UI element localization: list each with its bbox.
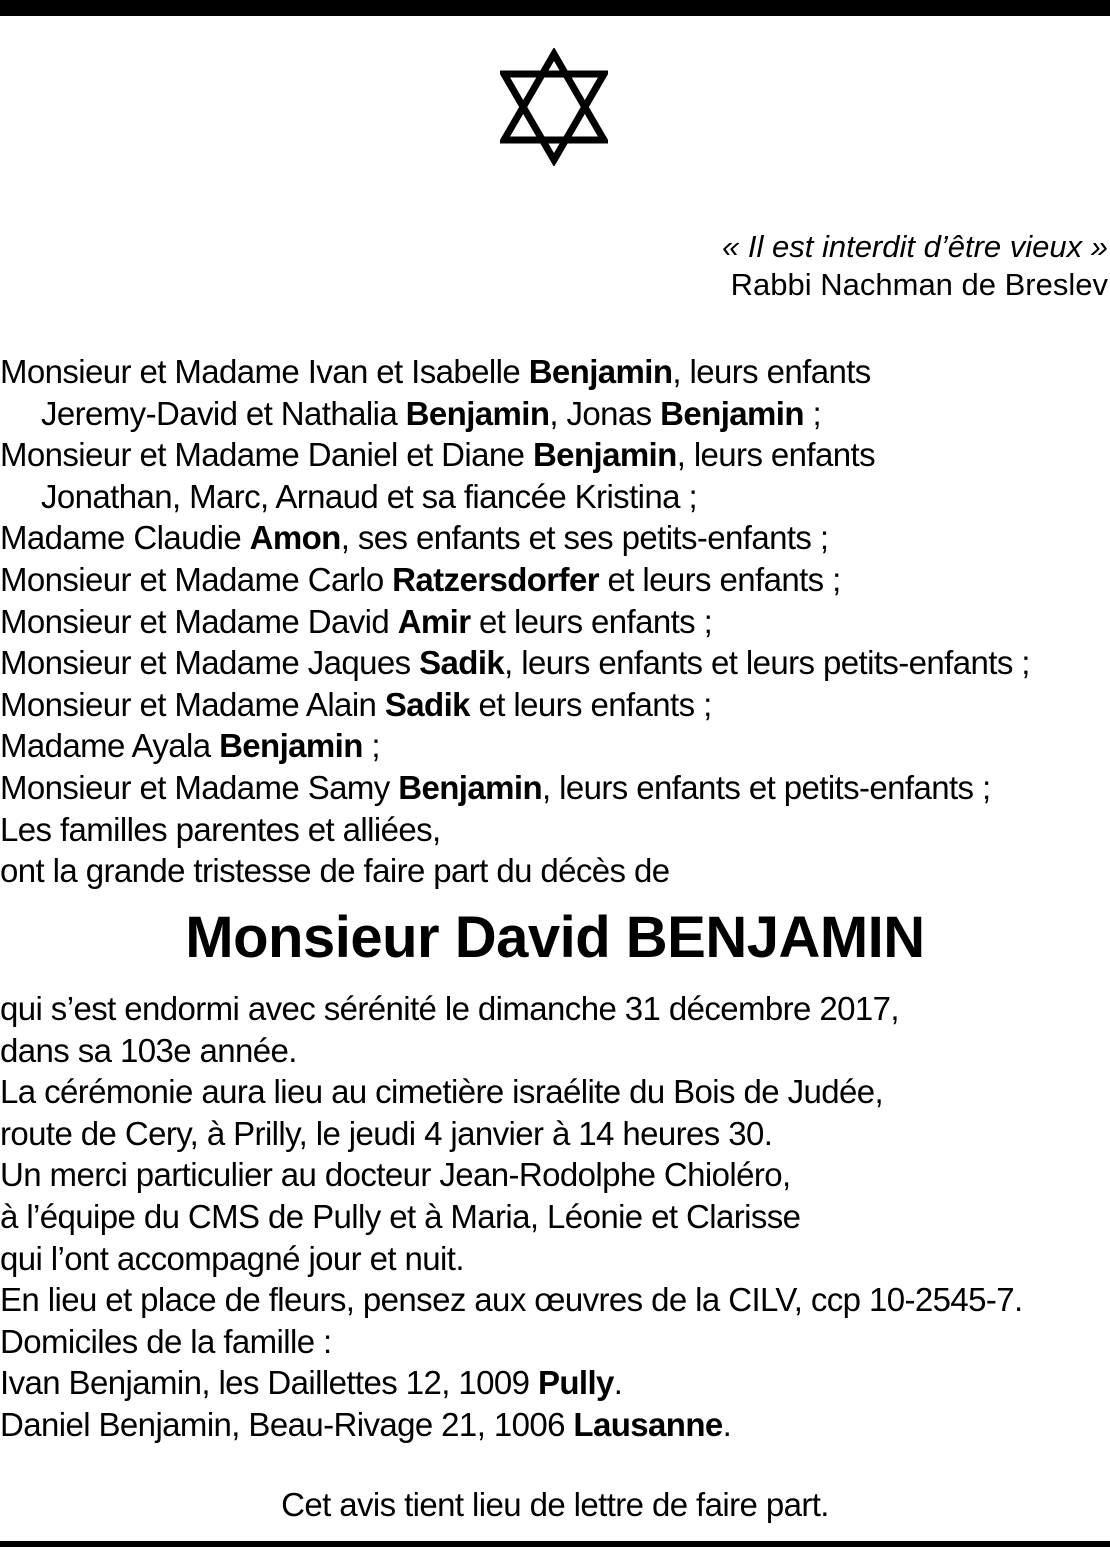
text-segment: et leurs enfants ; <box>469 685 712 723</box>
epigraph-quote: « Il est interdit d’être vieux » <box>722 229 1108 264</box>
text-segment: , leurs enfants <box>672 353 871 390</box>
family-line <box>0 517 1108 559</box>
bottom-border-rule <box>0 1541 1110 1547</box>
family-line <box>0 850 1108 892</box>
bold-name: Benjamin <box>405 394 550 432</box>
text-segment: Monsieur et Madame Carlo <box>0 560 393 598</box>
detail-line <box>0 1321 1108 1363</box>
text-segment: Monsieur et Madame Alain <box>0 685 385 723</box>
text-segment: et leurs enfants ; <box>470 602 713 640</box>
detail-line <box>0 1113 1108 1155</box>
bold-name: Benjamin <box>528 353 673 390</box>
text-segment: Monsieur et Madame Samy <box>0 768 399 806</box>
text-segment: ; <box>803 394 822 432</box>
family-line <box>0 809 1108 851</box>
detail-line <box>0 1071 1108 1113</box>
bold-name: Sadik <box>419 644 505 682</box>
text-segment: , leurs enfants et leurs petits-enfants ; <box>504 644 1030 682</box>
bold-name: Benjamin <box>398 768 542 806</box>
bold-name: Benjamin <box>660 394 804 432</box>
family-line <box>0 393 1108 435</box>
text-segment: , leurs enfants et petits-enfants ; <box>542 768 991 806</box>
text-segment: qui s’est endormi avec sérénité le dimanche 31 décembre 2017, <box>0 990 899 1027</box>
text-segment: Madame Ayala <box>0 727 220 765</box>
family-line <box>0 351 1108 393</box>
family-line <box>0 434 1108 476</box>
detail-line <box>0 1404 1108 1446</box>
family-line <box>0 725 1108 767</box>
text-segment: Jonathan, Marc, Arnaud et sa fiancée Kristina ; <box>41 477 698 515</box>
text-segment: Monsieur et Madame David <box>0 602 398 640</box>
detail-line <box>0 988 1108 1030</box>
text-segment: En lieu et place de fleurs, pensez aux œuvres de la CILV, ccp 10-2545-7. <box>0 1281 1023 1319</box>
family-line <box>0 559 1108 601</box>
family-line <box>0 642 1108 684</box>
text-segment: Monsieur et Madame Jaques <box>0 644 420 682</box>
text-segment: dans sa 103e année. <box>0 1031 297 1069</box>
text-segment: Monsieur et Madame Daniel et Diane <box>0 436 533 474</box>
text-segment: . <box>722 1405 732 1443</box>
family-line <box>0 601 1108 643</box>
family-line <box>0 684 1108 726</box>
text-segment: et leurs enfants ; <box>598 560 841 598</box>
text-segment: Ivan Benjamin, les Daillettes 12, 1009 <box>0 1364 538 1402</box>
bold-name: Lausanne <box>573 1405 723 1443</box>
closing-note: Cet avis tient lieu de lettre de faire part. <box>281 1486 829 1523</box>
detail-line <box>0 1238 1108 1280</box>
ceremony-details <box>0 988 1108 1446</box>
text-segment: , leurs enfants <box>676 436 875 474</box>
detail-line <box>0 1279 1108 1321</box>
text-segment: à l’équipe du CMS de Pully et à Maria, Léonie et Clarisse <box>0 1197 801 1235</box>
deceased-name: Monsieur David BENJAMIN <box>185 905 925 970</box>
text-segment: Les familles parentes et alliées, <box>0 810 441 848</box>
bold-name: Pully <box>537 1364 614 1402</box>
detail-line <box>0 1030 1108 1072</box>
top-border-rule <box>0 0 1110 16</box>
text-segment: Domiciles de la famille : <box>0 1322 332 1360</box>
bold-name: Benjamin <box>532 436 677 474</box>
bold-name: Amon <box>249 519 341 557</box>
detail-line <box>0 1196 1108 1238</box>
text-segment: qui l’ont accompagné jour et nuit. <box>0 1239 464 1277</box>
bold-name: Sadik <box>384 685 470 723</box>
text-segment: Un merci particulier au docteur Jean-Rodolphe Chioléro, <box>0 1156 791 1194</box>
bold-name: Benjamin <box>219 727 363 765</box>
text-segment: Madame Claudie <box>0 519 250 557</box>
text-segment: , Jonas <box>549 394 661 432</box>
text-segment: ont la grande tristesse de faire part du décès de <box>0 852 670 890</box>
bold-name: Ratzersdorfer <box>392 560 599 598</box>
text-segment: Monsieur et Madame Ivan et Isabelle <box>0 353 529 390</box>
text-segment: , ses enfants et ses petits-enfants ; <box>340 519 829 557</box>
text-segment: La cérémonie aura lieu au cimetière israélite du Bois de Judée, <box>0 1073 884 1111</box>
text-segment: . <box>613 1364 623 1402</box>
text-segment: Jeremy-David et Nathalia <box>41 394 406 432</box>
detail-line <box>0 1362 1108 1404</box>
family-line <box>0 476 1108 518</box>
bold-name: Amir <box>397 602 471 640</box>
epigraph-author: Rabbi Nachman de Breslev <box>730 267 1108 302</box>
family-list <box>0 351 1108 892</box>
epigraph <box>722 228 1108 304</box>
star-of-david-icon <box>500 48 608 166</box>
text-segment: Daniel Benjamin, Beau-Rivage 21, 1006 <box>0 1405 574 1443</box>
text-segment: route de Cery, à Prilly, le jeudi 4 janvier à 14 heures 30. <box>0 1114 773 1152</box>
family-line <box>0 767 1108 809</box>
detail-line <box>0 1154 1108 1196</box>
text-segment: ; <box>362 727 380 765</box>
